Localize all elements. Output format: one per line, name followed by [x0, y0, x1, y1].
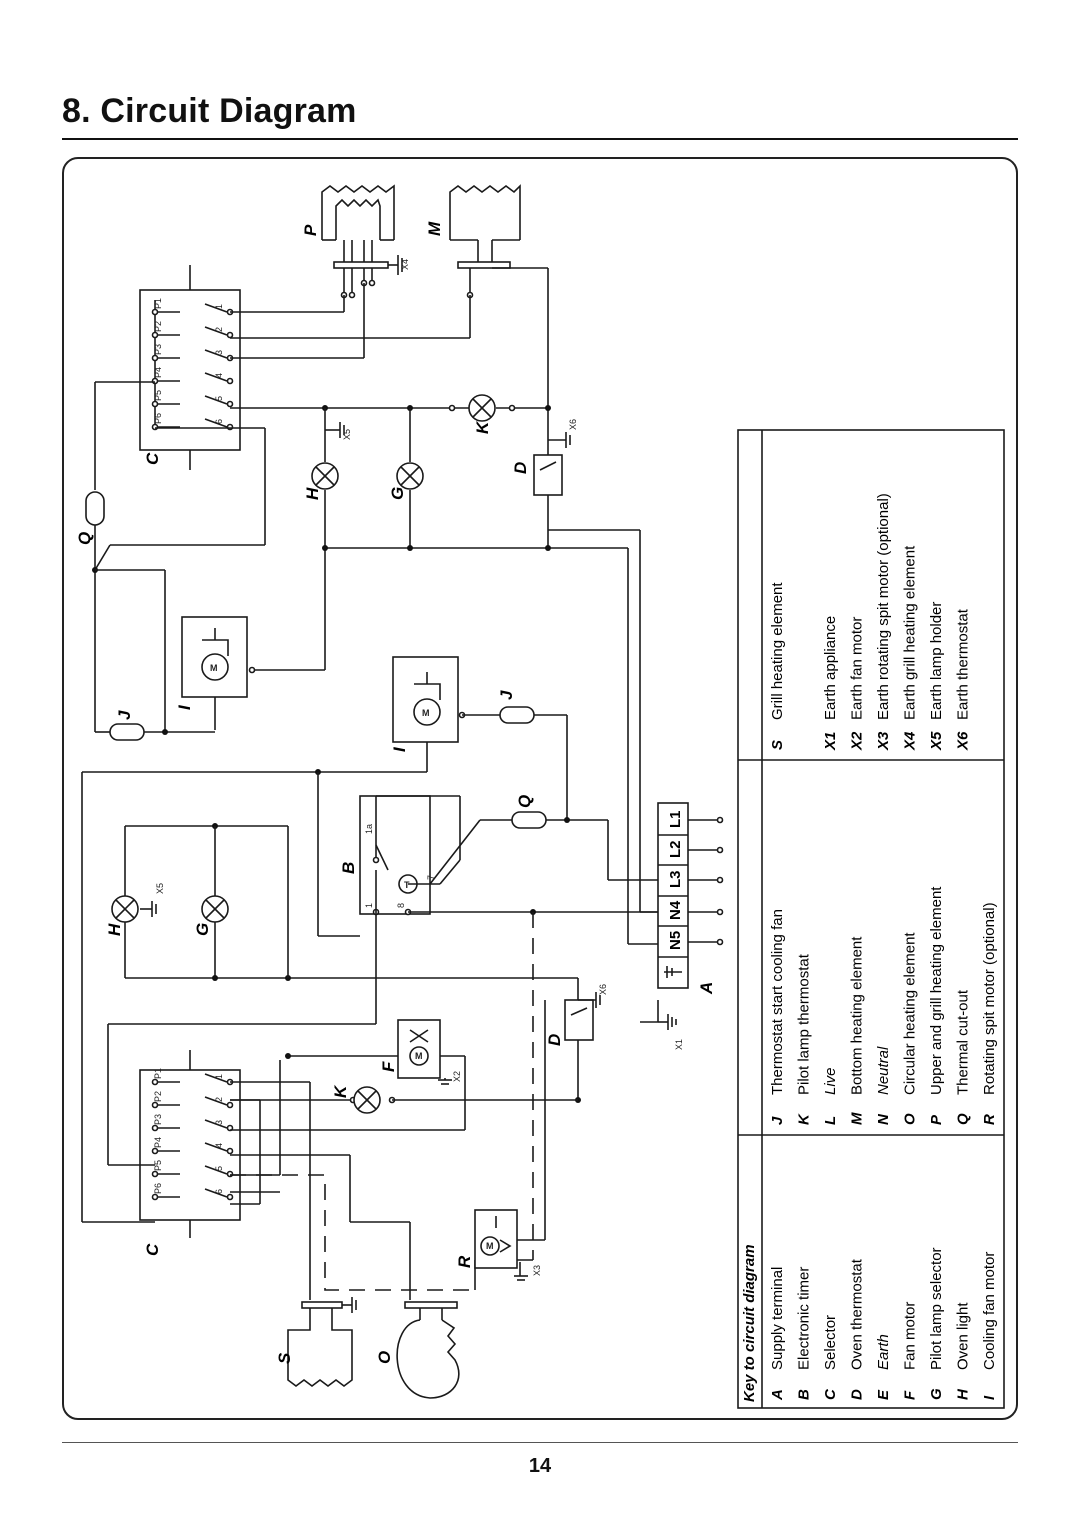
selector-lower-position-label: 3 — [214, 1119, 224, 1125]
selector-top-position-label: 2 — [214, 326, 224, 332]
label-c-top: C — [143, 452, 162, 465]
key-description: Fan motor — [901, 1301, 919, 1370]
label-p: P — [301, 224, 320, 236]
key-description: Oven light — [954, 1302, 972, 1370]
key-description: Earth thermostat — [954, 609, 972, 720]
selector-lower-pole-label: P4 — [153, 1136, 163, 1148]
label-f: F — [379, 1061, 398, 1072]
fan-motor-f — [285, 1020, 465, 1130]
selector-lower-position-label: 5 — [214, 1165, 224, 1171]
oven-thermostat-d-lower — [565, 978, 600, 1103]
label-h-lower: H — [105, 923, 124, 936]
label-o: O — [375, 1350, 394, 1364]
earth-label-x2: X2 — [452, 1070, 462, 1082]
key-description: Thermal cut-out — [954, 989, 972, 1095]
label-g-lower: G — [193, 922, 212, 936]
label-m: M — [425, 221, 444, 236]
grill-element-s — [288, 1270, 356, 1386]
key-description: Bottom heating element — [848, 936, 866, 1095]
key-code: C — [822, 1389, 839, 1400]
selector-lower-position-label: 1 — [214, 1073, 224, 1079]
selector-top-pole-label: P2 — [153, 320, 163, 332]
key-description: Thermostat start cooling fan — [769, 909, 786, 1095]
key-description: Pilot lamp thermostat — [795, 954, 813, 1095]
key-description: Pilot lamp selector — [928, 1247, 945, 1370]
label-h-top: H — [303, 487, 322, 500]
svg-text:M: M — [210, 663, 218, 673]
selector-lower-position-label: 4 — [214, 1142, 224, 1148]
label-r: R — [455, 1255, 474, 1268]
terminal-n5: N5 — [667, 930, 684, 950]
label-c-lower: C — [143, 1243, 162, 1256]
terminal-l1: L1 — [667, 810, 684, 828]
key-code: X6 — [954, 731, 972, 750]
earth-label-x4: X4 — [400, 258, 410, 270]
selector-top-position-label: 5 — [214, 395, 224, 401]
key-description: Upper and grill heating element — [928, 886, 945, 1095]
key-description: Oven thermostat — [848, 1259, 866, 1370]
key-heading: Key to circuit diagram — [741, 1244, 758, 1402]
key-code: L — [822, 1115, 839, 1125]
label-d-lower: D — [545, 1033, 564, 1046]
label-k-lower: K — [331, 1085, 350, 1098]
key-code: B — [795, 1389, 813, 1400]
pin-7: 7 — [426, 874, 436, 880]
label-i-mid: I — [390, 747, 409, 752]
key-code: K — [795, 1114, 813, 1125]
key-code: H — [954, 1389, 972, 1400]
label-k-top: K — [473, 421, 492, 434]
label-b: B — [339, 861, 358, 874]
key-code: I — [981, 1395, 998, 1400]
key-description: Earth lamp holder — [928, 601, 945, 720]
key-code: R — [981, 1114, 998, 1125]
key-code: G — [928, 1388, 945, 1400]
oven-thermostat-d-top — [534, 432, 570, 495]
bottom-rule — [62, 1442, 1018, 1443]
key-description: Circular heating element — [901, 932, 919, 1095]
key-description: Earth rotating spit motor (optional) — [875, 493, 892, 720]
selector-lower-pole-label: P2 — [153, 1090, 163, 1102]
electronic-timer-b — [318, 772, 658, 1000]
key-code: X4 — [901, 731, 919, 750]
key-code: X1 — [822, 731, 839, 750]
spit-motor-r — [475, 1000, 545, 1280]
label-i-top: I — [175, 705, 194, 710]
selector-top-position-label: 4 — [214, 372, 224, 378]
key-table — [738, 430, 1004, 1408]
key-code: D — [848, 1389, 866, 1400]
oven-light-h-lower — [112, 826, 288, 978]
svg-text:M: M — [422, 708, 430, 718]
terminal-l2: L2 — [667, 840, 684, 858]
grill-element-p — [322, 186, 402, 298]
pin-8: 8 — [396, 902, 406, 908]
key-description: Earth — [875, 1334, 892, 1370]
earth-label-x6-lower: X6 — [598, 983, 608, 995]
svg-text:M: M — [486, 1241, 494, 1251]
circular-element-o — [397, 1290, 459, 1398]
label-d-top: D — [511, 461, 530, 474]
key-description: Grill heating element — [769, 582, 786, 720]
key-code: N — [875, 1114, 892, 1125]
page-title: 8. Circuit Diagram — [62, 92, 357, 130]
key-description: Earth appliance — [822, 615, 839, 720]
pilot-lamp-g-top — [397, 463, 423, 489]
terminal-n4: N4 — [667, 900, 684, 920]
key-description: Live — [822, 1067, 839, 1095]
key-description: Supply terminal — [769, 1266, 786, 1370]
selector-lower-pole-label: P1 — [153, 1067, 163, 1079]
selector-top-position-label: 3 — [214, 349, 224, 355]
label-a: A — [697, 981, 716, 994]
earth-label-x1: X1 — [674, 1038, 684, 1050]
key-code: E — [875, 1389, 892, 1400]
label-q-mid: Q — [515, 794, 534, 808]
key-description: Earth grill heating element — [901, 545, 919, 720]
terminal-l3: L3 — [667, 870, 684, 888]
key-description: Selector — [822, 1314, 839, 1370]
key-description: Electronic timer — [795, 1266, 813, 1370]
key-code: A — [769, 1389, 786, 1400]
key-code: P — [928, 1114, 945, 1125]
key-code: M — [848, 1112, 866, 1125]
key-code: X5 — [928, 731, 945, 750]
selector-top-position-label: 1 — [214, 303, 224, 309]
key-code: J — [769, 1116, 786, 1125]
page-number: 14 — [528, 1455, 552, 1477]
earth-label-x5-lower: X5 — [155, 882, 165, 894]
bottom-element-m — [450, 186, 548, 440]
pin-1: 1 — [364, 902, 374, 908]
earth-label-x6-top: X6 — [568, 418, 578, 430]
key-description: Earth fan motor — [848, 616, 866, 720]
selector-top-position-label: 6 — [214, 418, 224, 424]
selector-lower-position-label: 2 — [214, 1096, 224, 1102]
selector-c-top — [140, 265, 240, 470]
thermal-cutout-q-top — [86, 492, 104, 525]
thermal-cutout-q-mid — [512, 812, 658, 880]
selector-lower-pole-label: P3 — [153, 1113, 163, 1125]
label-g-top: G — [388, 486, 407, 500]
pilot-lamp-g-lower — [125, 823, 578, 981]
key-code: X3 — [875, 731, 892, 750]
cooling-fan-motor-i-top — [182, 617, 325, 730]
oven-light-h-top — [312, 422, 344, 489]
key-description: Cooling fan motor — [981, 1251, 998, 1370]
key-code: Q — [954, 1113, 972, 1125]
selector-top-pole-label: P6 — [153, 412, 163, 424]
earth-label-x3: X3 — [532, 1264, 542, 1276]
key-code: F — [901, 1390, 919, 1400]
selector-lower-pole-label: P5 — [153, 1159, 163, 1171]
key-description: Neutral — [875, 1046, 892, 1095]
label-q-top: Q — [75, 531, 94, 545]
key-code: O — [901, 1113, 919, 1125]
thermostat-j-top — [95, 700, 215, 740]
selector-top-pole-label: P3 — [153, 343, 163, 355]
pin-1a: 1a — [364, 823, 374, 834]
pilot-lamp-k-lower — [354, 1087, 380, 1113]
label-j-top: J — [115, 710, 134, 720]
pin-t: T — [404, 880, 410, 890]
selector-top-pole-label: P1 — [153, 297, 163, 309]
selector-lower-pole-label: P6 — [153, 1182, 163, 1194]
label-s: S — [275, 1352, 294, 1364]
key-code: S — [769, 739, 786, 750]
earth-label-x5-top: X5 — [342, 428, 352, 440]
label-j-mid: J — [497, 690, 516, 700]
key-description: Rotating spit motor (optional) — [981, 902, 998, 1095]
svg-text:M: M — [415, 1051, 423, 1061]
selector-top-pole-label: P5 — [153, 389, 163, 401]
key-code: X2 — [848, 731, 866, 750]
selector-top-pole-label: P4 — [153, 366, 163, 378]
selector-lower-position-label: 6 — [214, 1188, 224, 1194]
